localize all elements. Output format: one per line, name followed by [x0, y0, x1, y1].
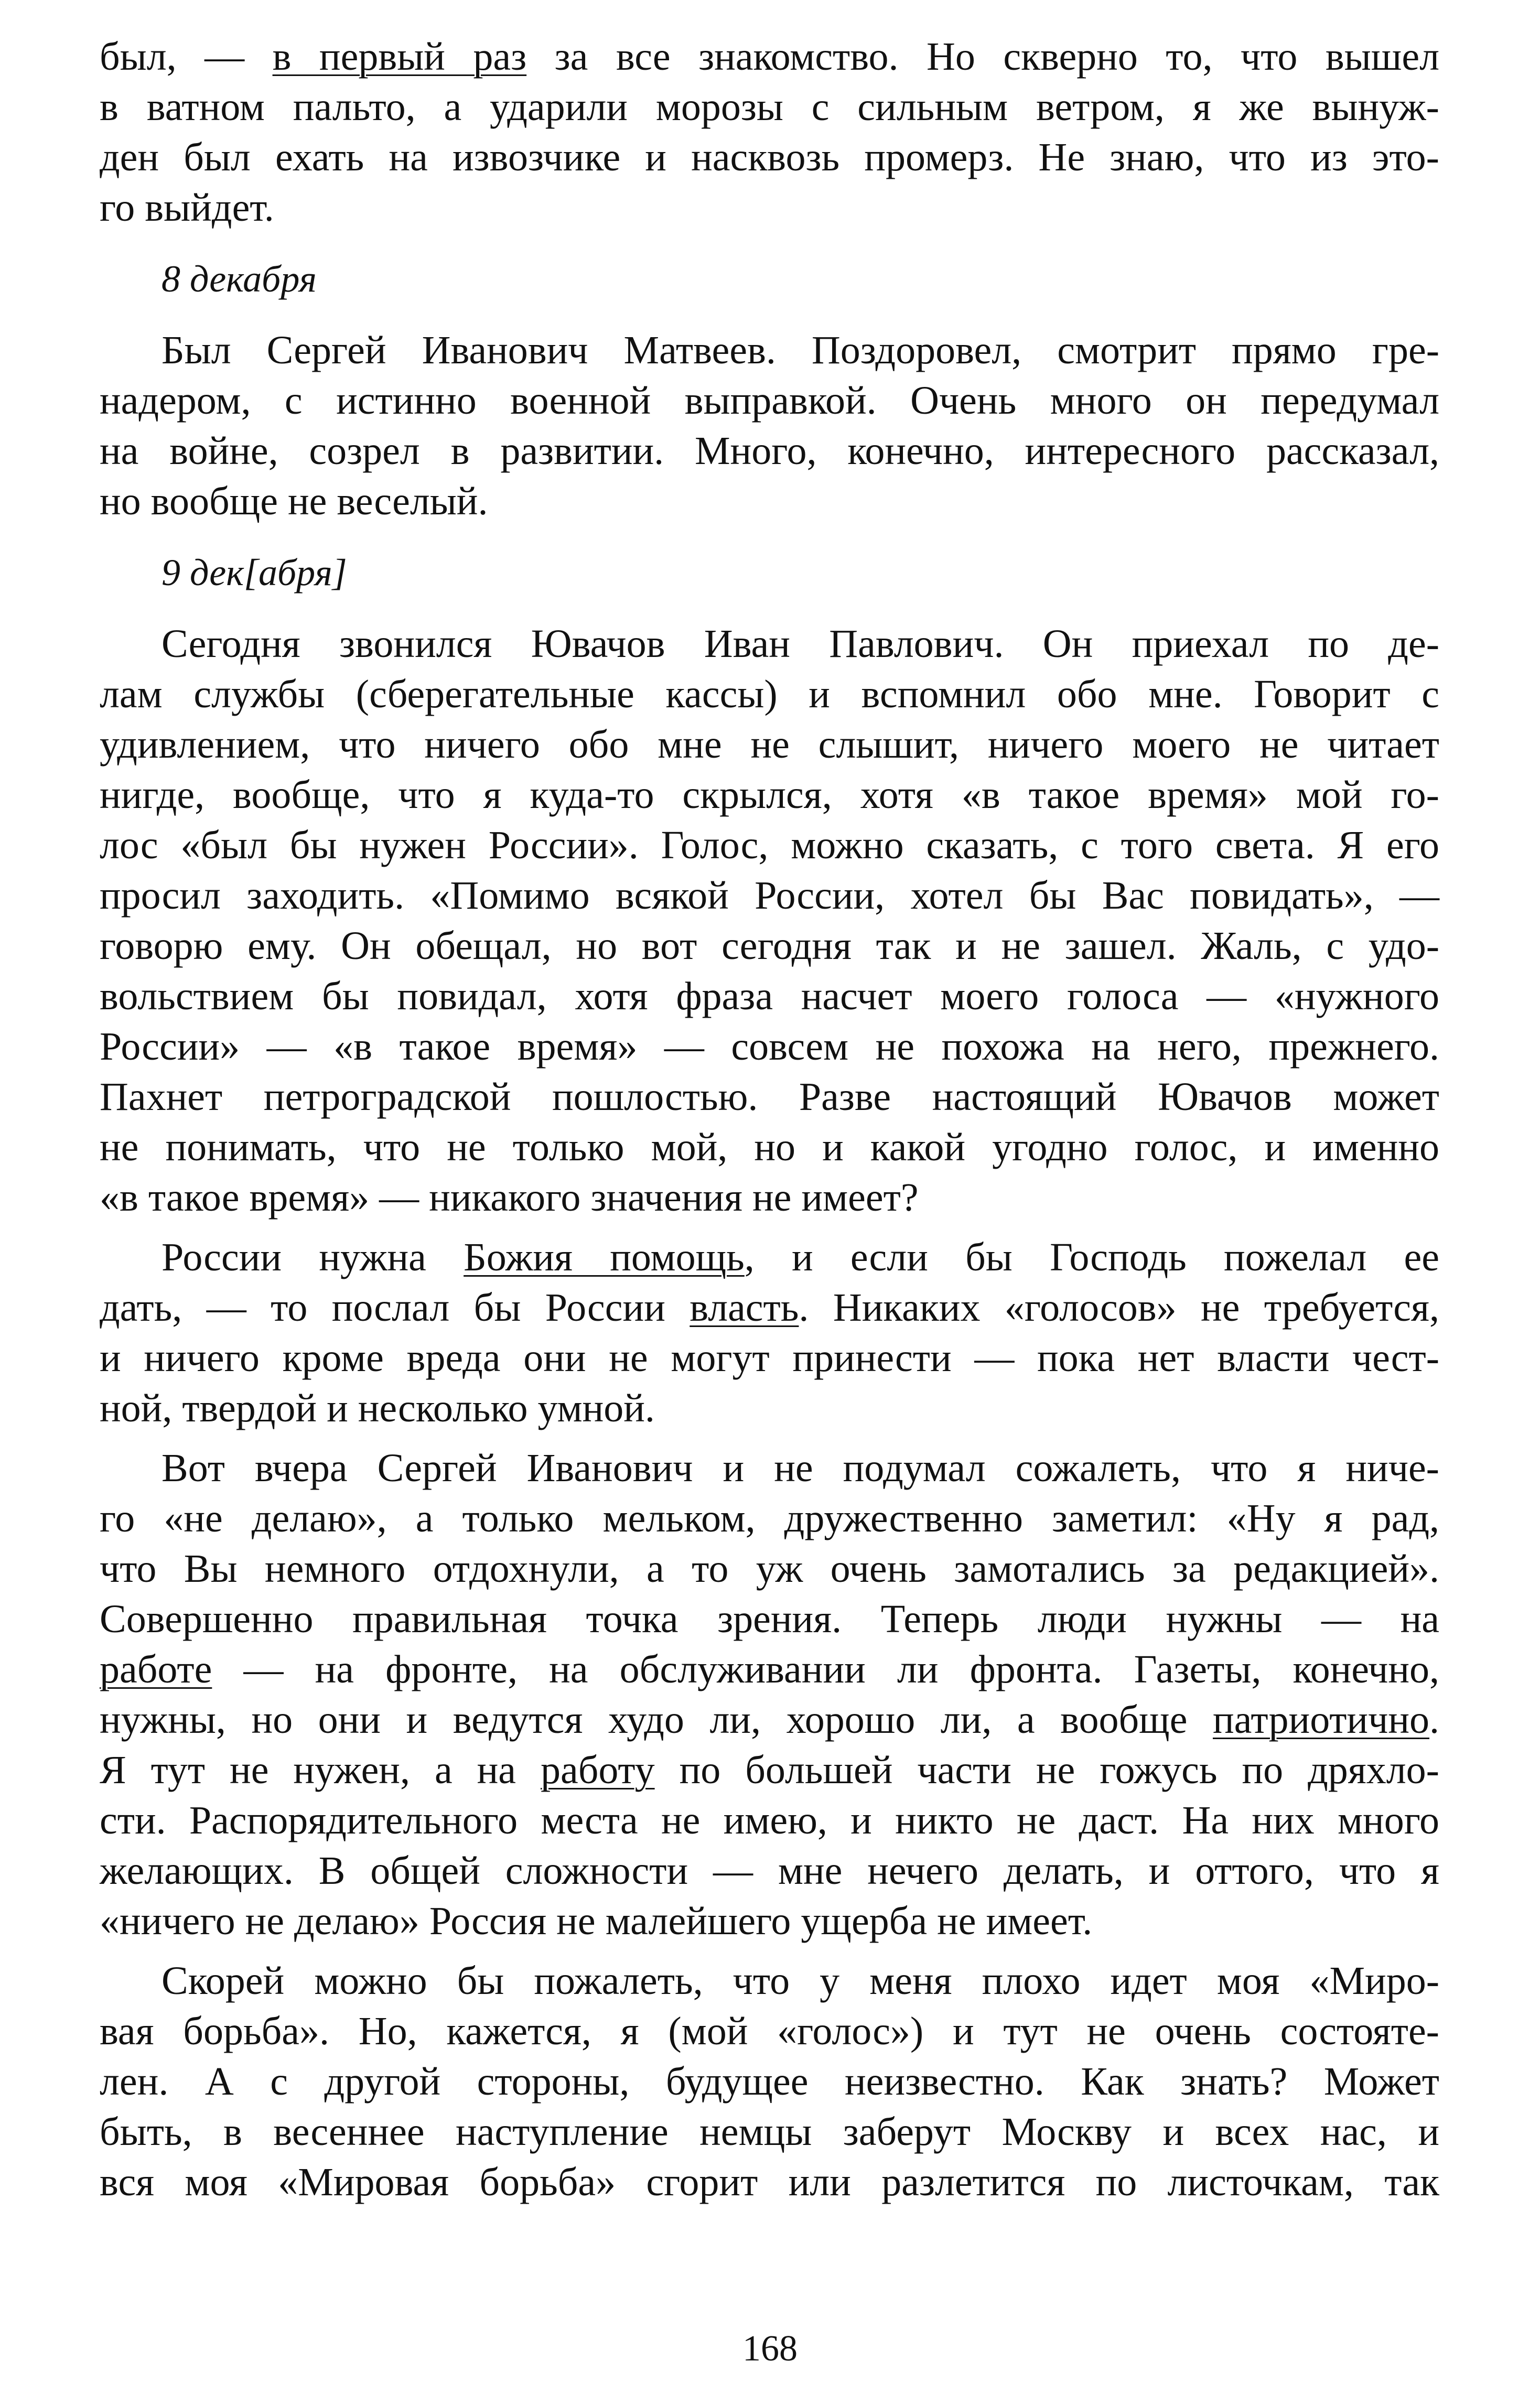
- paragraph-1: [100, 31, 1439, 233]
- text-segment: за все знакомство. Но скверно то, что вышел: [526, 35, 1439, 79]
- text-line: просил заходить. «Помимо всякой России, хотел бы Вас повидать», —: [100, 874, 1439, 918]
- text-line: Вот вчера Сергей Иванович и не подумал сожалеть, что я ниче-: [161, 1446, 1439, 1490]
- paragraph-3: [100, 619, 1439, 1223]
- spacer: [100, 1433, 1439, 1443]
- text-segment: нужны, но они и ведутся худо ли, хорошо ли, а вообще: [100, 1698, 1213, 1742]
- text-line: [100, 31, 1439, 82]
- text-line: что Вы немного отдохнули, а то уж очень замотались за редакцией».: [100, 1547, 1439, 1591]
- entry-date: 8 декабря: [161, 258, 317, 300]
- text-line: «в такое время» — никакого значения не имеет?: [100, 1176, 919, 1220]
- text-line: [100, 1745, 1439, 1795]
- text-line: говорю ему. Он обещал, но вот сегодня так и не зашел. Жаль, с удо-: [100, 924, 1439, 968]
- text-segment: России нужна: [161, 1235, 464, 1279]
- text-segment: Я тут не нужен, а на: [100, 1748, 541, 1792]
- text-segment: по большей части не гожусь по дряхло-: [654, 1748, 1439, 1792]
- spacer: [100, 304, 1439, 325]
- underlined-text: работе: [100, 1647, 212, 1691]
- text-line: России» — «в такое время» — совсем не похожа на него, прежнего.: [100, 1025, 1439, 1069]
- text-line: го «не делаю», а только мельком, дружественно заметил: «Ну я рад,: [100, 1496, 1439, 1540]
- text-line: вая борьба». Но, кажется, я (мой «голос») и тут не очень состояте-: [100, 2009, 1439, 2053]
- spacer: [100, 1223, 1439, 1232]
- text-line: и ничего кроме вреда они не могут принести — пока нет власти чест-: [100, 1336, 1439, 1380]
- text-line: нигде, вообще, что я куда-то скрылся, хотя «в такое время» мой го-: [100, 773, 1439, 817]
- text-line: ден был ехать на извозчике и насквозь промерз. Не знаю, что из это-: [100, 135, 1439, 179]
- text-line: лен. А с другой стороны, будущее неизвестно. Как знать? Может: [100, 2059, 1439, 2104]
- text-line: го выйдет.: [100, 186, 274, 230]
- spacer: [100, 233, 1439, 254]
- paragraph-6: [100, 1956, 1439, 2207]
- entry-date: 9 дек[абря]: [161, 552, 347, 594]
- text-line: [100, 1232, 1439, 1282]
- paragraph-2: [100, 325, 1439, 526]
- paragraph-5: [100, 1443, 1439, 1946]
- text-segment: был, —: [100, 35, 273, 79]
- underlined-text: патриотично: [1212, 1698, 1429, 1742]
- text-line: [100, 1282, 1439, 1333]
- spacer: [100, 1946, 1439, 1956]
- text-line: Совершенно правильная точка зрения. Теперь люди нужны — на: [100, 1597, 1439, 1641]
- text-line: в ватном пальто, а ударили морозы с сильным ветром, я же вынуж-: [100, 85, 1439, 129]
- underlined-text: работу: [541, 1748, 655, 1792]
- text-line: Скорей можно бы пожалеть, что у меня плохо идет моя «Миро-: [161, 1959, 1439, 2003]
- text-line: [100, 1695, 1439, 1745]
- text-line: желающих. В общей сложности — мне нечего делать, и оттого, что я: [100, 1849, 1439, 1893]
- page-number: 168: [742, 2328, 798, 2369]
- spacer: [100, 526, 1439, 547]
- paragraph-4: [100, 1232, 1439, 1433]
- text-line: вся моя «Мировая борьба» сгорит или разлетится по листочкам, так: [100, 2160, 1439, 2204]
- text-line: но вообще не веселый.: [100, 479, 488, 523]
- text-line: «ничего не делаю» Россия не малейшего ущерба не имеет.: [100, 1899, 1093, 1943]
- text-line: ной, твердой и несколько умной.: [100, 1386, 655, 1430]
- text-line: Был Сергей Иванович Матвеев. Поздоровел, смотрит прямо гре-: [161, 328, 1439, 372]
- text-segment: — на фронте, на обслуживании ли фронта. Газеты, конечно,: [212, 1647, 1439, 1691]
- text-line: лос «был бы нужен России». Голос, можно сказать, с того света. Я его: [100, 823, 1439, 867]
- text-line: быть, в весеннее наступление немцы заберут Москву и всех нас, и: [100, 2110, 1439, 2154]
- text-line: надером, с истинно военной выправкой. Очень много он передумал: [100, 379, 1439, 423]
- spacer: [100, 598, 1439, 619]
- text-line: [100, 1644, 1439, 1695]
- text-line: Сегодня звонился Ювачов Иван Павлович. Он приехал по де-: [161, 622, 1439, 666]
- text-line: Пахнет петроградской пошлостью. Разве настоящий Ювачов может: [100, 1075, 1439, 1119]
- text-line: удивлением, что ничего обо мне не слышит, ничего моего не читает: [100, 722, 1439, 767]
- text-line: вольствием бы повидал, хотя фраза насчет моего голоса — «нужного: [100, 974, 1439, 1018]
- text-segment: дать, — то послал бы России: [100, 1286, 690, 1330]
- underlined-text: в первый раз: [272, 35, 527, 79]
- underlined-text: Божия помощь: [464, 1235, 745, 1279]
- text-line: не понимать, что не только мой, но и какой угодно голос, и именно: [100, 1125, 1439, 1169]
- text-segment: . Никаких «голосов» не требуется,: [799, 1286, 1439, 1330]
- text-line: сти. Распорядительного места не имею, и никто не даст. На них много: [100, 1798, 1439, 1842]
- text-segment: , и если бы Господь пожелал ее: [744, 1235, 1439, 1279]
- underlined-text: власть: [690, 1286, 799, 1330]
- page-body: [100, 31, 1439, 2207]
- text-segment: .: [1429, 1698, 1439, 1742]
- text-line: на войне, созрел в развитии. Много, конечно, интересного рассказал,: [100, 429, 1439, 473]
- text-line: лам службы (сберегательные кассы) и вспомнил обо мне. Говорит с: [100, 672, 1439, 716]
